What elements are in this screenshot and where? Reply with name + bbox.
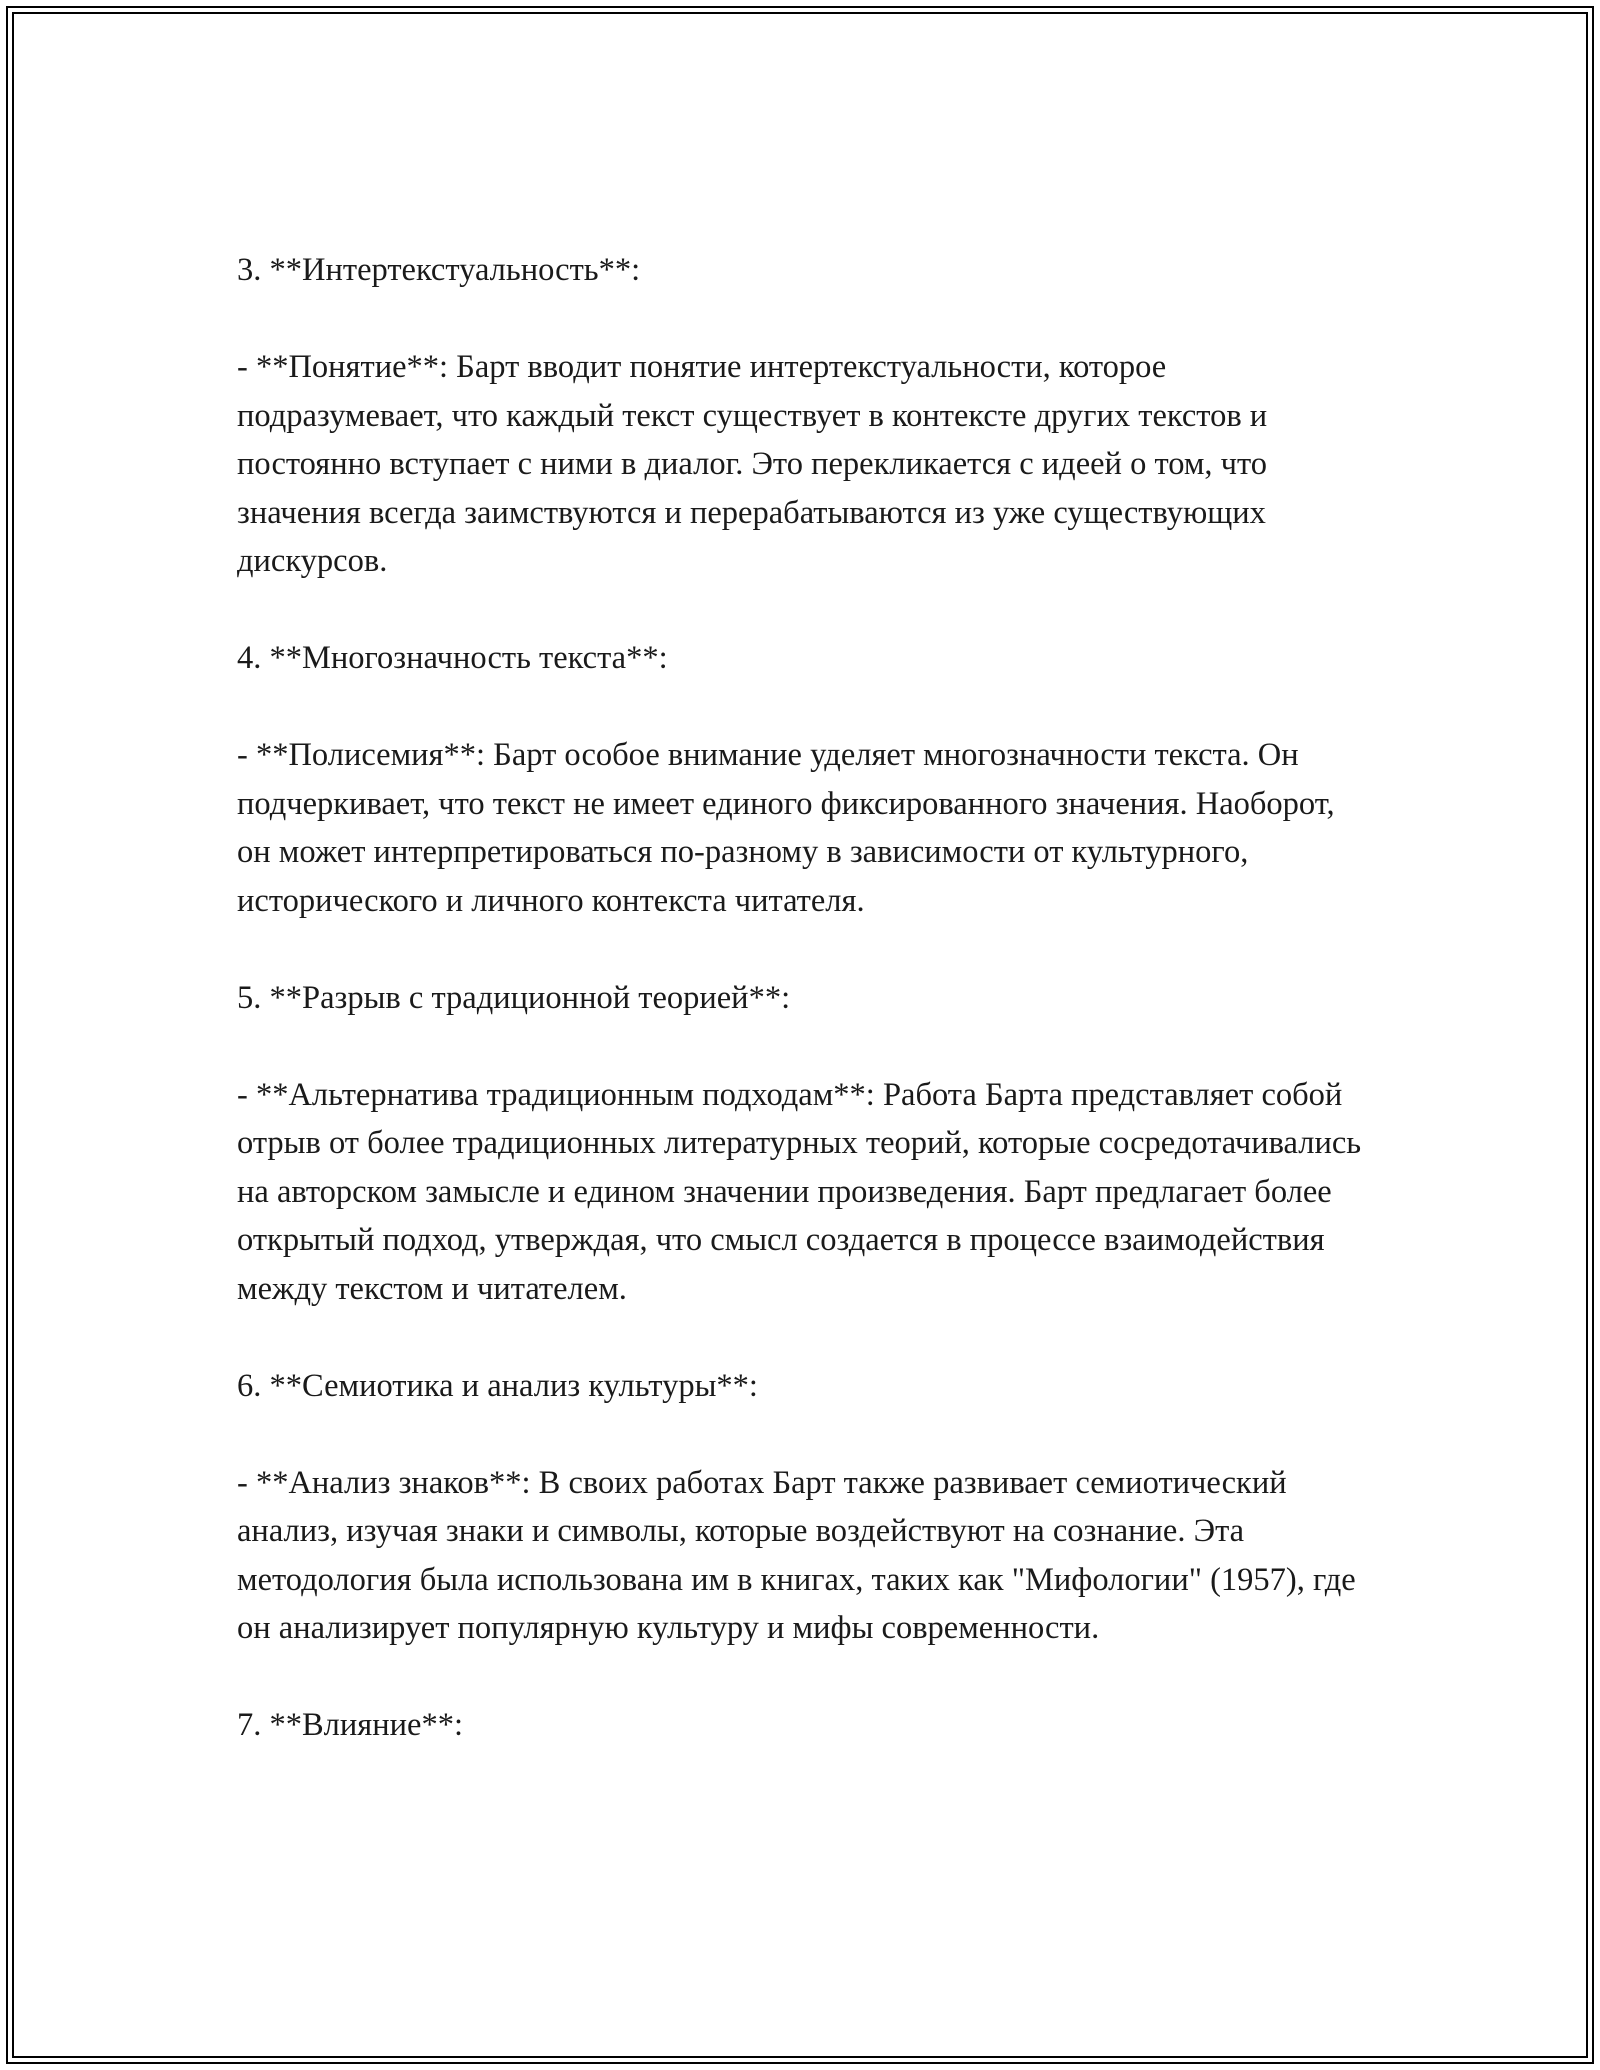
paragraph-concept: - **Понятие**: Барт вводит понятие интертекстуальности, которое подразумевает, что каждый текст существует в контексте других текстов и постоянно вступает с ними в диалог. Это перекликается с идеей о том, что значения всегда заимствуются и перерабатываются из уже существующих дискурсов. <box>237 349 1268 579</box>
heading-semiotics: 6. **Семиотика и анализ культуры**: <box>237 1367 758 1404</box>
paragraph-sign-analysis: - **Анализ знаков**: В своих работах Барт также развивает семиотический анализ, изучая знаки и символы, которые воздействуют на сознание. Эта методология была использована им в книгах, таких как "Мифологии" (1957), где он анализирует популярную культуру и мифы современности. <box>237 1464 1356 1646</box>
document-body <box>237 246 1367 1798</box>
page-frame <box>6 6 1594 2064</box>
heading-influence: 7. **Влияние**: <box>237 1707 463 1743</box>
heading-polysemy-section: 4. **Многозначность текста**: <box>237 640 668 676</box>
heading-intertextuality: 3. **Интертекстуальность**: <box>237 252 641 288</box>
heading-break-with-theory: 5. **Разрыв с традиционной теорией**: <box>237 979 791 1016</box>
page-inner-frame <box>12 12 1588 2058</box>
paragraph-polysemy: - **Полисемия**: Барт особое внимание уделяет многозначности текста. Он подчеркивает, что текст не имеет единого фиксированного значения. Наоборот, он может интерпретироваться по-разному в зависимости от культурного, исторического и личного контекста читателя. <box>237 737 1335 919</box>
paragraph-alternative: - **Альтернатива традиционным подходам**: Работа Барта представляет собой отрыв от более традиционных литературных теорий, которые сосредотачивались на авторском замысле и едином значении произведения. Барт предлагает более открытый подход, утверждая, что смысл создается в процессе взаимодействия между текстом и читателем. <box>237 1076 1362 1307</box>
